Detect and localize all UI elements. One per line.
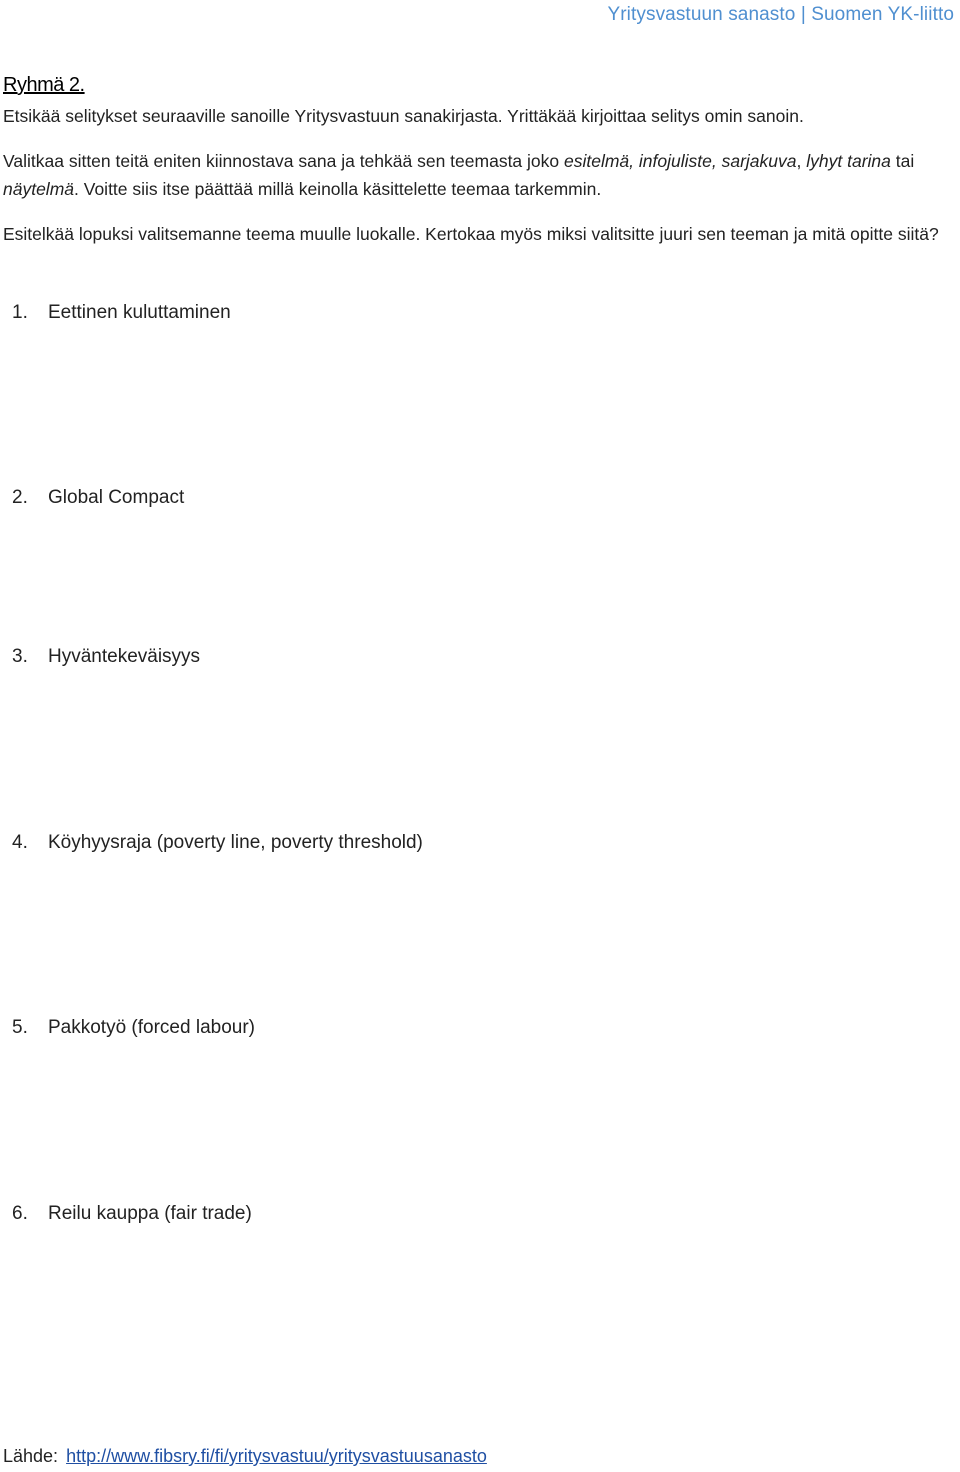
- list-item: [12, 1203, 252, 1225]
- option-separator: ,: [796, 151, 807, 171]
- list-item: [12, 832, 423, 854]
- option-presentation: esitelmä: [564, 151, 630, 171]
- option-separator: tai: [890, 151, 915, 171]
- item-number: 2.: [12, 487, 28, 508]
- list-item: [12, 487, 184, 509]
- list-item: [12, 646, 200, 668]
- instruction-text: . Voitte siis itse päättää millä keinolla käsittelette teemaa tarkemmin.: [74, 179, 602, 199]
- option-short-story: lyhyt tarina: [806, 151, 891, 171]
- item-number: 5.: [12, 1017, 28, 1038]
- page-header: Yritysvastuun sanasto | Suomen YK-liitto: [607, 4, 954, 25]
- item-label: Reilu kauppa (fair trade): [48, 1203, 252, 1224]
- instruction-paragraph-2: [3, 147, 955, 203]
- option-comic: sarjakuva: [721, 151, 797, 171]
- option-infoposter: infojuliste: [638, 151, 712, 171]
- item-label: Köyhyysraja (poverty line, poverty threshold): [48, 832, 423, 853]
- item-number: 3.: [12, 646, 28, 667]
- instruction-line-1: Etsikää selitykset seuraaville sanoille Yritysvastuun sanakirjasta. Yrittäkää kirjoittaa selitys omin sanoin.: [3, 106, 804, 126]
- item-label: Global Compact: [48, 487, 185, 508]
- source-link[interactable]: http://www.fibsry.fi/fi/yritysvastuu/yritysvastuusanasto: [66, 1446, 487, 1466]
- instruction-paragraph-3: Esitelkää lopuksi valitsemanne teema muulle luokalle. Kertokaa myös miksi valitsitte juuri sen teeman ja mitä opitte siitä?: [3, 224, 939, 244]
- instruction-text: Valitkaa sitten teitä eniten kiinnostava sana ja tehkää sen teemasta joko: [3, 151, 564, 171]
- item-number: 1.: [12, 302, 28, 323]
- item-label: Hyväntekeväisyys: [48, 646, 201, 667]
- option-separator: ,: [711, 151, 722, 171]
- option-separator: ,: [629, 151, 639, 171]
- source-label: Lähde:: [3, 1446, 59, 1466]
- source-line: [3, 1446, 487, 1467]
- group-title: Ryhmä 2.: [3, 74, 85, 96]
- item-label: Eettinen kuluttaminen: [48, 302, 231, 323]
- item-number: 4.: [12, 832, 28, 853]
- item-number: 6.: [12, 1203, 28, 1224]
- option-play: näytelmä: [3, 179, 75, 199]
- list-item: [12, 1017, 255, 1039]
- item-label: Pakkotyö (forced labour): [48, 1017, 255, 1038]
- list-item: [12, 302, 231, 324]
